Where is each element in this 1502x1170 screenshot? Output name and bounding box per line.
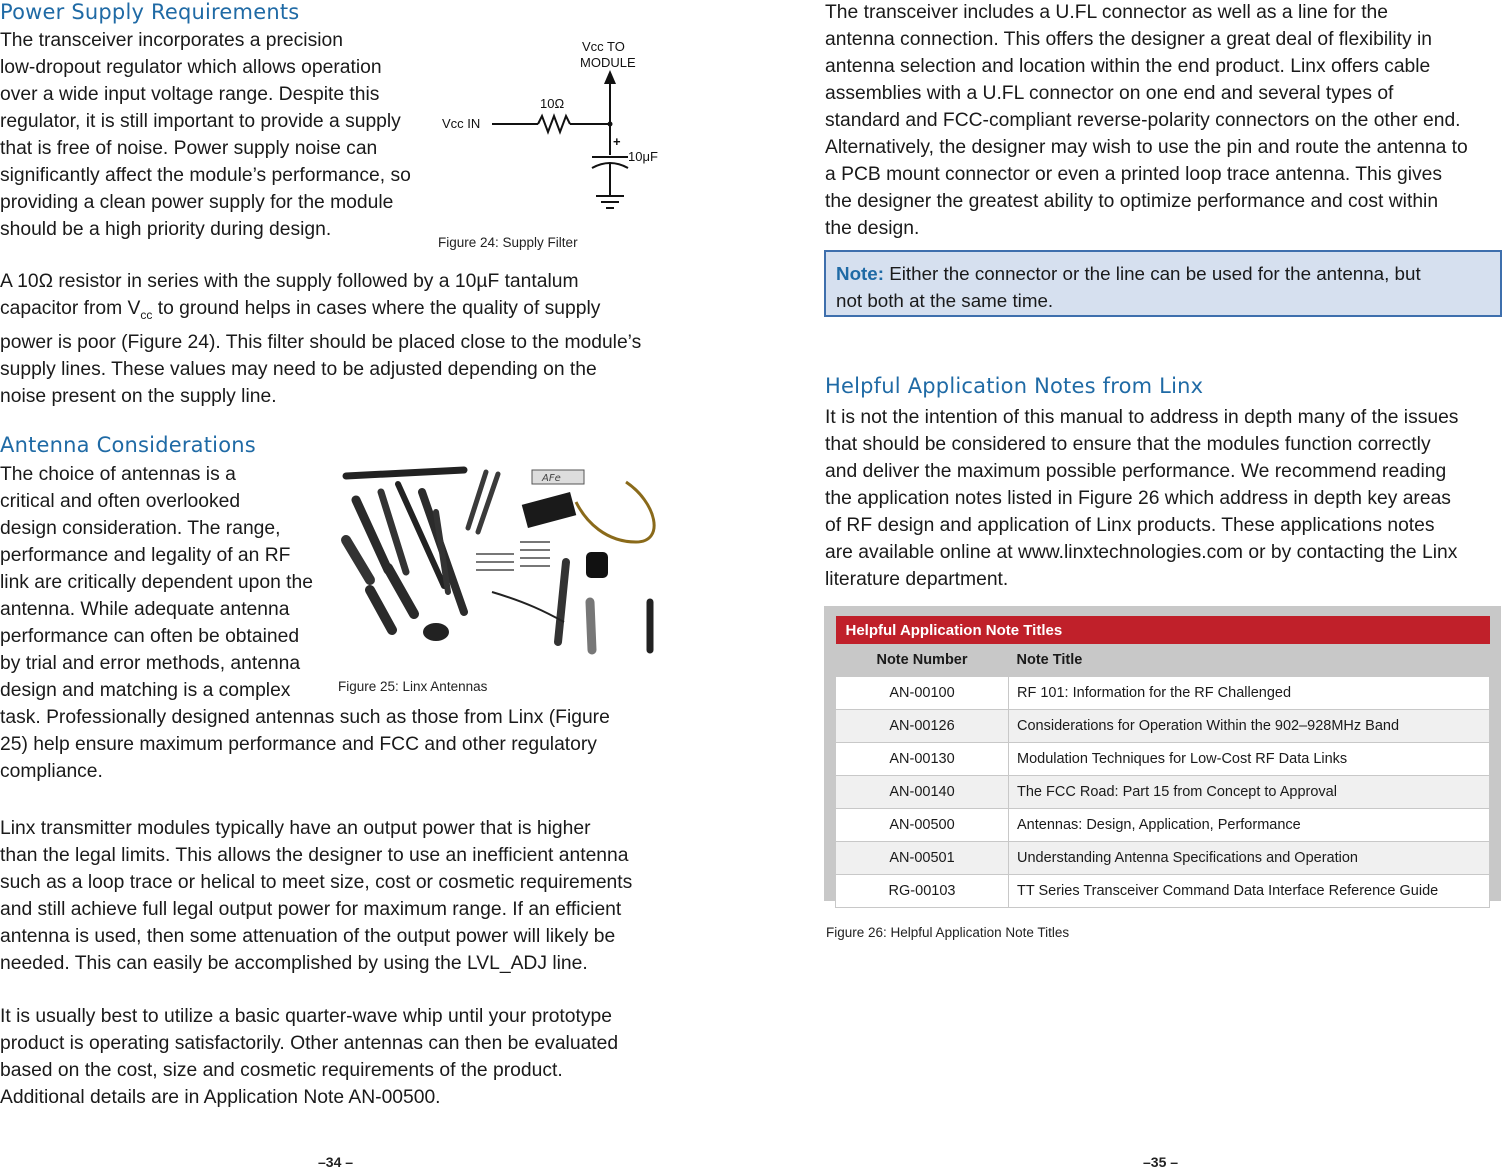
chip-antenna-text: AFe xyxy=(542,473,561,484)
note-number-cell: AN-00100 xyxy=(836,677,1009,710)
text-line: of RF design and application of Linx products. These applications notes xyxy=(825,515,1435,536)
text-line: a PCB mount connector or even a printed loop trace antenna. This gives xyxy=(825,164,1443,185)
page-number-right: –35 – xyxy=(1143,1154,1179,1170)
power-supply-paragraph xyxy=(0,27,440,243)
filter-paragraph xyxy=(0,268,680,410)
power-supply-heading: Power Supply Requirements xyxy=(0,0,300,24)
text-line: product is operating satisfactorily. Other antennas can then be evaluated xyxy=(0,1033,619,1054)
subscript: cc xyxy=(140,307,153,322)
text-line: supply lines. These values may need to be adjusted depending on the xyxy=(0,358,597,380)
resistor-symbol xyxy=(538,116,570,132)
note-title-cell: RF 101: Information for the RF Challenged xyxy=(1009,677,1490,710)
text-line: the designer the greatest ability to optimize performance and cost within xyxy=(825,191,1439,212)
note-number-cell: AN-00500 xyxy=(836,809,1009,842)
text-line: power is poor (Figure 24). This filter should be placed close to the module’s xyxy=(0,331,642,353)
page-number-left: –34 – xyxy=(318,1154,354,1170)
note-number-cell: AN-00140 xyxy=(836,776,1009,809)
pcb-antenna xyxy=(522,492,577,528)
text-line: It is usually best to utilize a basic quarter-wave whip until your prototype xyxy=(0,1006,612,1027)
note-text: Either the connector or the line can be used for the antenna, but xyxy=(884,263,1421,284)
text-line: literature department. xyxy=(825,569,1009,590)
table-row xyxy=(836,710,1490,743)
text-span: capacitor from V xyxy=(0,298,141,319)
text-line: standard and FCC-compliant reverse-polarity connectors on the other end. xyxy=(825,110,1461,131)
stubby-antenna xyxy=(388,568,414,614)
figure-26-caption: Figure 26: Helpful Application Note Titles xyxy=(826,925,1070,940)
text-line: antenna connection. This offers the designer a great deal of flexibility in xyxy=(825,29,1433,50)
text-line: The choice of antennas is a xyxy=(0,464,236,485)
text-line: antenna. While adequate antenna xyxy=(0,599,290,620)
table-row xyxy=(836,677,1490,710)
text-line: based on the cost, size and cosmetic requirements of the product. xyxy=(0,1060,563,1081)
app-notes-table xyxy=(835,616,1490,908)
note-title-cell: Modulation Techniques for Low-Cost RF Data Links xyxy=(1009,743,1490,776)
note-line: not both at the same time. xyxy=(836,290,1054,311)
text-line: providing a clean power supply for the module xyxy=(0,192,394,213)
table-row xyxy=(836,776,1490,809)
text-line: The transceiver includes a U.FL connector as well as a line for the xyxy=(825,2,1388,23)
text-line: are available online at www.linxtechnologies.com or by contacting the Linx xyxy=(825,542,1458,563)
column-header-title: Note Title xyxy=(1009,644,1490,677)
figure-25-caption: Figure 25: Linx Antennas xyxy=(338,679,488,694)
text-line: performance and legality of an RF xyxy=(0,545,291,566)
vcc-to-label: Vcc TO xyxy=(582,39,625,54)
table-row xyxy=(836,875,1490,908)
whip-paragraph xyxy=(0,1003,680,1111)
note-title-cell: Considerations for Operation Within the 902–928MHz Band xyxy=(1009,710,1490,743)
cable-assembly xyxy=(576,482,654,542)
antenna-paragraph-narrow xyxy=(0,461,340,704)
stubby-antenna xyxy=(346,540,370,580)
text-line: 25) help ensure maximum performance and FCC and other regulatory xyxy=(0,734,597,755)
text-line: regulator, it is still important to provide a supply xyxy=(0,111,401,132)
text-line: antenna selection and location within the end product. Linx offers cable xyxy=(825,56,1431,77)
text-line: and deliver the maximum possible performance. We recommend reading xyxy=(825,461,1447,482)
note-title-cell: TT Series Transceiver Command Data Interface Reference Guide xyxy=(1009,875,1490,908)
table-title: Helpful Application Note Titles xyxy=(836,616,1490,644)
note-number-cell: AN-00130 xyxy=(836,743,1009,776)
ufl-paragraph xyxy=(825,0,1502,242)
column-header-number: Note Number xyxy=(836,644,1009,677)
note-number-cell: AN-00501 xyxy=(836,842,1009,875)
text-line: needed. This can easily be accomplished by using the LVL_ADJ line. xyxy=(0,953,588,974)
text-line: that should be considered to ensure that the modules function correctly xyxy=(825,434,1431,455)
arrow-up-icon xyxy=(604,70,616,84)
app-notes-table-panel xyxy=(824,606,1501,901)
text-line: the design. xyxy=(825,218,920,239)
text-line: that is free of noise. Power supply noise can xyxy=(0,138,378,159)
note-box xyxy=(824,250,1502,317)
module-label: MODULE xyxy=(580,55,636,70)
app-notes-paragraph xyxy=(825,404,1502,593)
text-line: Alternatively, the designer may wish to use the pin and route the antenna to xyxy=(825,137,1468,158)
junction-dot xyxy=(608,122,613,127)
text-line: significantly affect the module’s performance, so xyxy=(0,165,411,186)
text-line: task. Professionally designed antennas such as those from Linx (Figure xyxy=(0,707,610,728)
polarity-label: + xyxy=(613,134,621,149)
whip-antenna xyxy=(346,470,464,476)
text-line: antenna is used, then some attenuation of the output power will likely be xyxy=(0,926,616,947)
capacitor-label: 10μF xyxy=(628,149,658,164)
text-line: critical and often overlooked xyxy=(0,491,241,512)
text-line: design and matching is a complex xyxy=(0,680,291,701)
text-line: Additional details are in Application Note AN-00500. xyxy=(0,1087,441,1108)
text-line: over a wide input voltage range. Despite this xyxy=(0,84,380,105)
text-line: assemblies with a U.FL connector on one end and several types of xyxy=(825,83,1394,104)
text-line: by trial and error methods, antenna xyxy=(0,653,301,674)
text-line: It is not the intention of this manual to address in depth many of the issues xyxy=(825,407,1459,428)
supply-filter-schematic xyxy=(436,30,686,230)
text-line: low-dropout regulator which allows operation xyxy=(0,57,382,78)
table-row xyxy=(836,842,1490,875)
vcc-in-label: Vcc IN xyxy=(442,116,481,131)
note-label: Note: xyxy=(836,263,884,284)
text-line: compliance. xyxy=(0,761,103,782)
table-row xyxy=(836,743,1490,776)
text-line: performance can often be obtained xyxy=(0,626,300,647)
text-line: link are critically dependent upon the xyxy=(0,572,313,593)
magnetic-mount-antenna xyxy=(586,552,608,578)
antenna-heading: Antenna Considerations xyxy=(0,433,256,457)
cable-assembly xyxy=(492,592,564,622)
note-title-cell: Antennas: Design, Application, Performance xyxy=(1009,809,1490,842)
note-title-cell: The FCC Road: Part 15 from Concept to Approval xyxy=(1009,776,1490,809)
stubby-antenna xyxy=(590,602,592,650)
app-notes-heading: Helpful Application Notes from Linx xyxy=(825,374,1204,398)
note-number-cell: AN-00126 xyxy=(836,710,1009,743)
text-line: design consideration. The range, xyxy=(0,518,281,539)
text-line: than the legal limits. This allows the designer to use an inefficient antenna xyxy=(0,845,629,866)
rubber-antenna xyxy=(558,562,566,642)
text-line: The transceiver incorporates a precision xyxy=(0,30,343,51)
gps-antenna xyxy=(423,623,449,641)
resistor-label: 10Ω xyxy=(540,96,565,111)
text-line: the application notes listed in Figure 26 which address in depth key areas xyxy=(825,488,1451,509)
note-title-cell: Understanding Antenna Specifications and Operation xyxy=(1009,842,1490,875)
text-line: A 10Ω resistor in series with the supply followed by a 10µF tantalum xyxy=(0,271,579,292)
note-number-cell: RG-00103 xyxy=(836,875,1009,908)
text-line xyxy=(0,295,680,329)
text-line: should be a high priority during design. xyxy=(0,219,332,240)
antennas-photo xyxy=(336,462,658,656)
text-line: such as a loop trace or helical to meet size, cost or cosmetic requirements xyxy=(0,872,633,893)
antenna-paragraph-wide xyxy=(0,704,680,785)
table-row xyxy=(836,809,1490,842)
text-line: Linx transmitter modules typically have an output power that is higher xyxy=(0,818,591,839)
figure-24-caption: Figure 24: Supply Filter xyxy=(438,235,578,250)
text-line: and still achieve full legal output power for maximum range. If an efficient xyxy=(0,899,622,920)
stubby-antenna xyxy=(370,590,392,630)
note-line xyxy=(836,260,1490,287)
text-span: to ground helps in cases where the quality of supply xyxy=(152,298,601,319)
transmitter-paragraph xyxy=(0,815,680,977)
text-line: noise present on the supply line. xyxy=(0,385,277,407)
